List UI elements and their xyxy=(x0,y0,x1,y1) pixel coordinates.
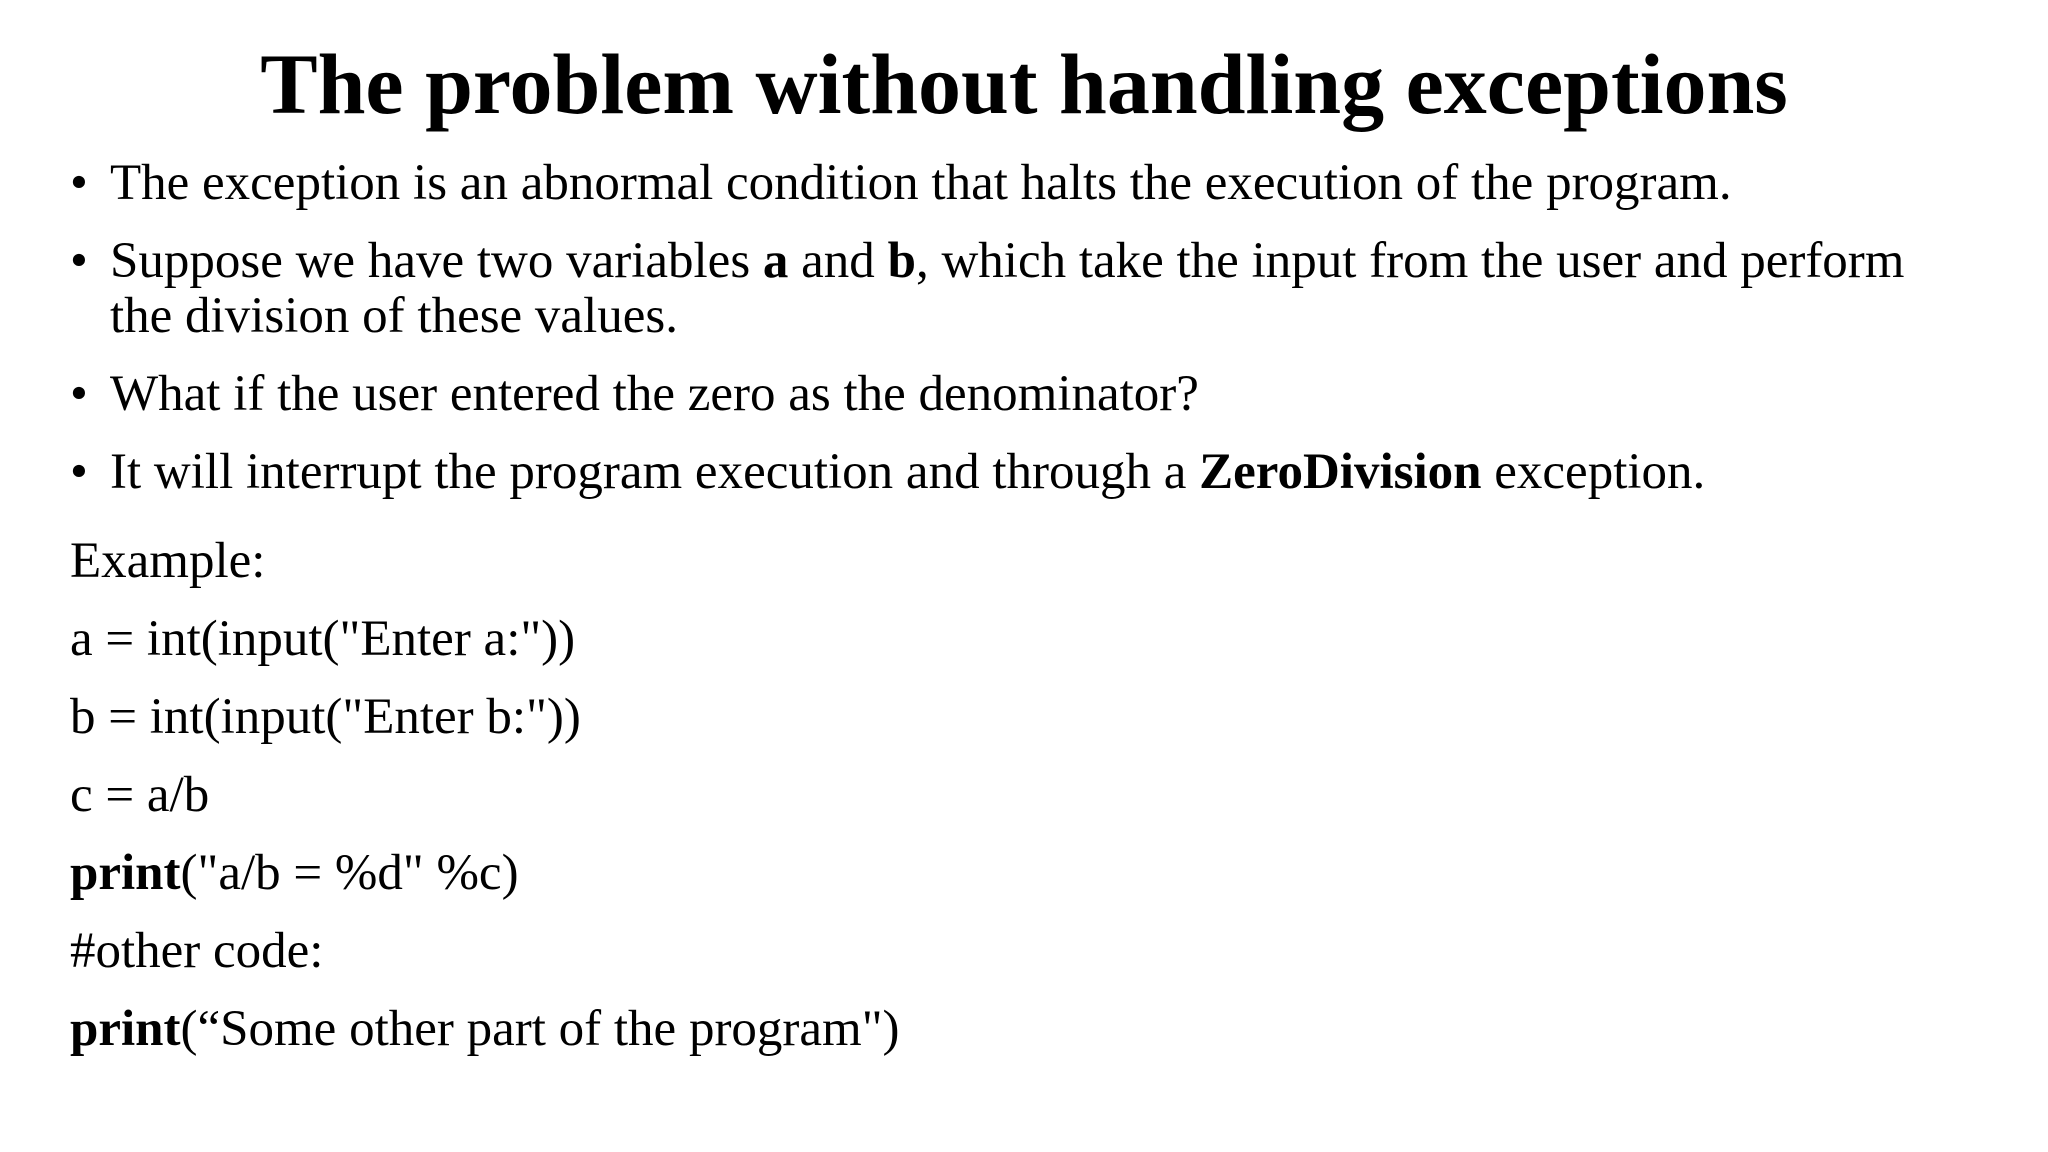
code-line-2: b = int(input("Enter b:")) xyxy=(70,689,581,745)
code-line-5: #other code: xyxy=(70,923,324,979)
code-line-1: a = int(input("Enter a:")) xyxy=(70,611,576,667)
variable-a-bold: a xyxy=(762,233,789,289)
bullet-text-part: and xyxy=(788,233,888,289)
bullet-dot: • xyxy=(70,233,88,289)
bullet-dot: • xyxy=(70,444,88,500)
bullet-item xyxy=(70,445,1970,500)
code-line-6-rest: (“Some other part of the program") xyxy=(180,1001,900,1057)
bullet-text xyxy=(110,233,1904,344)
print-keyword: print xyxy=(70,845,181,901)
code-line-3: c = a/b xyxy=(70,767,210,823)
bullet-dot: • xyxy=(70,366,88,422)
bullet-text-part: It will interrupt the program execution and through a xyxy=(110,444,1200,500)
code-line-6 xyxy=(70,990,1970,1068)
variable-b-bold: b xyxy=(887,233,916,289)
example-label: Example: xyxy=(70,533,266,589)
bullet-dot: • xyxy=(70,155,88,211)
slide-title: The problem without handling exceptions xyxy=(260,36,1788,132)
bullet-list xyxy=(70,156,1970,523)
bullet-text: What if the user entered the zero as the denominator? xyxy=(110,366,1199,422)
bullet-item xyxy=(70,367,1970,422)
print-keyword: print xyxy=(70,1001,181,1057)
code-line-4 xyxy=(70,834,1970,912)
bullet-text-part: exception. xyxy=(1481,444,1706,500)
zerodivision-bold: ZeroDivision xyxy=(1199,444,1482,500)
bullet-item xyxy=(70,234,1970,344)
code-line-4-rest: ("a/b = %d" %c) xyxy=(180,845,519,901)
bullet-item xyxy=(70,156,1970,211)
bullet-text: The exception is an abnormal condition that halts the execution of the program. xyxy=(110,155,1732,211)
bullet-text xyxy=(110,444,1705,500)
example-block xyxy=(70,522,1970,1068)
bullet-text-part: , which take the input from the user and perform the division of these values. xyxy=(110,233,1905,344)
bullet-text-part: Suppose we have two variables xyxy=(110,233,763,289)
